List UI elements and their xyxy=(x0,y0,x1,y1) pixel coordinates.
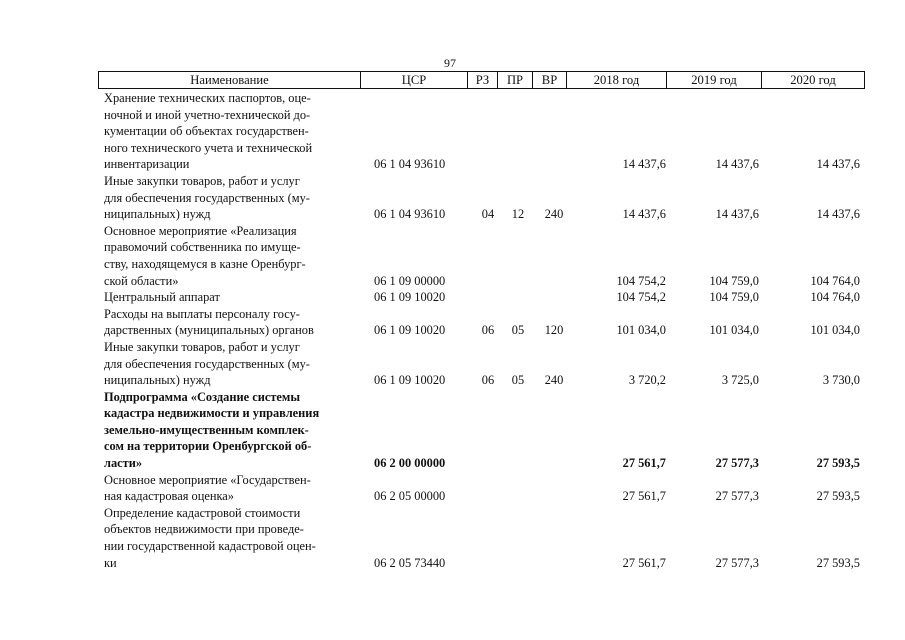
row-name-line: Иные закупки товаров, работ и услуг xyxy=(104,173,300,188)
row-name-line: Подпрограмма «Создание системы xyxy=(104,389,301,404)
row-name-line: ству, находящемуся в казне Оренбург- xyxy=(104,256,306,271)
row-name-line: Иные закупки товаров, работ и услуг xyxy=(104,339,300,354)
row-value-2018: 104 754,2 xyxy=(616,273,666,288)
header-2019: 2019 год xyxy=(667,72,762,88)
row-value-2018: 104 754,2 xyxy=(616,290,666,305)
row-name-line: ная кадастровая оценка» xyxy=(104,489,234,504)
row-pr: 12 xyxy=(511,207,525,222)
row-value-2018: 27 561,7 xyxy=(622,555,666,570)
row-value-2020: 14 437,6 xyxy=(816,157,860,172)
row-csr: 06 1 04 93610 xyxy=(374,157,446,172)
row-rz: 06 xyxy=(481,373,495,388)
row-vr: 240 xyxy=(544,373,564,388)
row-value-2020: 14 437,6 xyxy=(816,207,860,222)
row-name xyxy=(104,472,366,505)
row-value-2020: 101 034,0 xyxy=(810,323,860,338)
table-row xyxy=(104,173,864,223)
header-vr: ВР xyxy=(533,72,567,88)
row-name-line: кадастра недвижимости и управления xyxy=(104,406,320,421)
header-name: Наименование xyxy=(99,72,361,88)
row-value-2020: 3 730,0 xyxy=(822,373,860,388)
row-name-line: ночной и иной учетно-технической до- xyxy=(104,107,311,122)
row-rz: 06 xyxy=(481,323,495,338)
row-csr: 06 1 09 10020 xyxy=(374,290,446,305)
row-name xyxy=(104,90,366,173)
row-value-2019: 27 577,3 xyxy=(715,489,759,504)
row-name-line: ласти» xyxy=(104,456,143,471)
row-name xyxy=(104,505,366,571)
table-row xyxy=(104,90,864,173)
header-pr: ПР xyxy=(498,72,533,88)
row-value-2020: 27 593,5 xyxy=(816,456,860,471)
row-name-line: для обеспечения государственных (му- xyxy=(104,356,310,371)
row-name-line: дарственных (муниципальных) органов xyxy=(104,323,314,338)
row-vr: 120 xyxy=(544,323,564,338)
row-value-2019: 14 437,6 xyxy=(715,157,759,172)
row-rz: 04 xyxy=(481,207,495,222)
row-csr: 06 2 00 00000 xyxy=(374,456,446,471)
row-value-2019: 104 759,0 xyxy=(709,273,759,288)
row-name-line: Основное мероприятие «Реализация xyxy=(104,223,297,238)
row-value-2019: 27 577,3 xyxy=(715,555,759,570)
row-value-2020: 27 593,5 xyxy=(816,555,860,570)
row-name-line: ской области» xyxy=(104,273,179,288)
header-csr: ЦСР xyxy=(361,72,468,88)
row-csr: 06 1 04 93610 xyxy=(374,207,446,222)
row-vr: 240 xyxy=(544,207,564,222)
row-name-line: Хранение технических паспортов, оце- xyxy=(104,91,311,105)
row-name xyxy=(104,223,366,289)
row-value-2018: 27 561,7 xyxy=(622,456,666,471)
row-name xyxy=(104,289,366,306)
row-name-line: ниципальных) нужд xyxy=(104,207,211,222)
row-csr: 06 1 09 10020 xyxy=(374,373,446,388)
table-row xyxy=(104,505,864,571)
row-name-line: инвентаризации xyxy=(104,157,190,172)
row-pr: 05 xyxy=(511,323,525,338)
row-value-2018: 27 561,7 xyxy=(622,489,666,504)
table-header xyxy=(98,71,865,89)
row-name-line: Расходы на выплаты персоналу госу- xyxy=(104,306,300,321)
row-value-2019: 3 725,0 xyxy=(721,373,759,388)
row-csr: 06 1 09 10020 xyxy=(374,323,446,338)
row-name xyxy=(104,173,366,223)
row-name-line: ки xyxy=(104,555,117,570)
row-name-line: для обеспечения государственных (му- xyxy=(104,190,310,205)
table-row xyxy=(104,306,864,339)
row-pr: 05 xyxy=(511,373,525,388)
row-name xyxy=(104,389,366,472)
row-name-line: Центральный аппарат xyxy=(104,290,220,305)
row-name-line: нии государственной кадастровой оцен- xyxy=(104,539,316,554)
row-name-line: кументации об объектах государствен- xyxy=(104,124,309,139)
row-value-2018: 14 437,6 xyxy=(622,207,666,222)
row-value-2019: 101 034,0 xyxy=(709,323,759,338)
row-name-line: Определение кадастровой стоимости xyxy=(104,505,301,520)
header-2018: 2018 год xyxy=(567,72,667,88)
row-name-line: ниципальных) нужд xyxy=(104,373,211,388)
row-csr: 06 2 05 73440 xyxy=(374,555,446,570)
row-value-2018: 101 034,0 xyxy=(616,323,666,338)
row-value-2020: 27 593,5 xyxy=(816,489,860,504)
row-value-2018: 3 720,2 xyxy=(628,373,666,388)
table-row xyxy=(104,223,864,289)
table-body xyxy=(104,90,864,571)
row-value-2020: 104 764,0 xyxy=(810,290,860,305)
row-value-2018: 14 437,6 xyxy=(622,157,666,172)
row-value-2020: 104 764,0 xyxy=(810,273,860,288)
row-name-line: Основное мероприятие «Государствен- xyxy=(104,472,311,487)
row-name-line: ного технического учета и технической xyxy=(104,140,313,155)
table-row xyxy=(104,389,864,472)
header-2020: 2020 год xyxy=(790,73,836,87)
row-name-line: сом на территории Оренбургской об- xyxy=(104,439,312,454)
page-number: 97 xyxy=(444,56,456,70)
table-row xyxy=(104,472,864,505)
row-name xyxy=(104,306,366,339)
table-row xyxy=(104,289,864,306)
row-value-2019: 14 437,6 xyxy=(715,207,759,222)
row-name-line: земельно-имущественным комплек- xyxy=(104,422,309,437)
table-row xyxy=(104,339,864,389)
row-csr: 06 2 05 00000 xyxy=(374,489,446,504)
row-name-line: объектов недвижимости при проведе- xyxy=(104,522,304,537)
row-name-line: правомочий собственника по имуще- xyxy=(104,240,301,255)
row-value-2019: 27 577,3 xyxy=(715,456,759,471)
row-name xyxy=(104,339,366,389)
row-value-2019: 104 759,0 xyxy=(709,290,759,305)
row-csr: 06 1 09 00000 xyxy=(374,273,446,288)
header-rz: РЗ xyxy=(468,72,498,88)
